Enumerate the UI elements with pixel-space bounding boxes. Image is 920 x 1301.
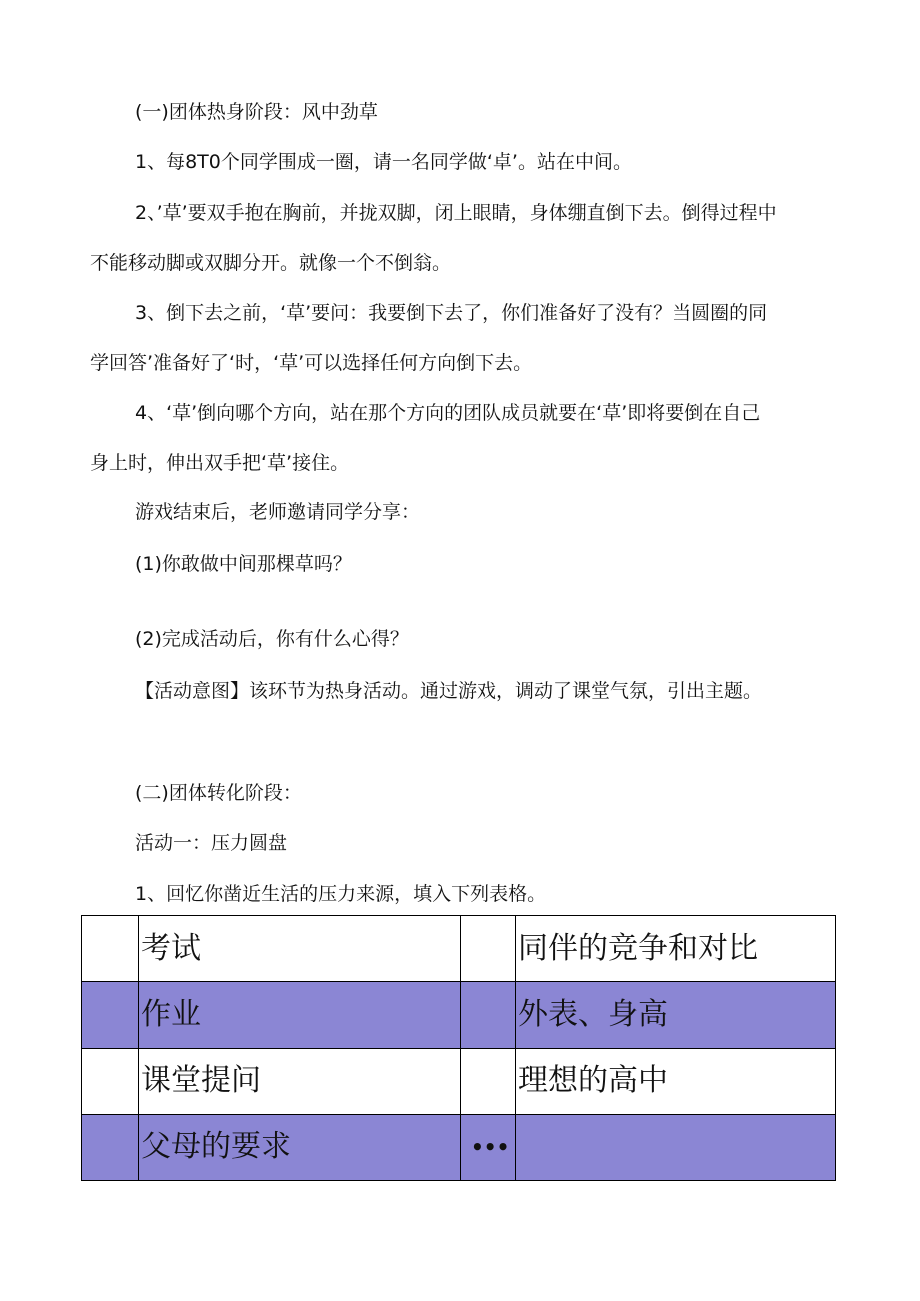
stress-item-right: 同伴的竞争和对比 xyxy=(516,916,836,982)
stress-item-right: 外表、身高 xyxy=(516,982,836,1048)
step-3-text-line-1: 3、倒下去之前，‘草’要问：我要倒下去了，你们准备好了没有？当圆圈的同 xyxy=(135,302,768,324)
step-4-text-line-2: 身上时，伸出双手把‘草’接住。 xyxy=(90,452,350,474)
section-one-heading: (一)团体热身阶段：风中劲草 xyxy=(135,101,378,123)
table-row xyxy=(82,916,836,982)
question-2-text: (2)完成活动后，你有什么心得？ xyxy=(135,628,409,650)
ellipsis-marker: ••• xyxy=(461,1114,516,1180)
stress-item-left: 父母的要求 xyxy=(139,1114,461,1180)
section-two-heading: (二)团体转化阶段： xyxy=(135,782,302,804)
table-row xyxy=(82,982,836,1048)
row-marker-cell xyxy=(461,1048,516,1114)
step-4-text-line-1: 4、‘草’倒向哪个方向，站在那个方向的团队成员就要在‘草’即将要倒在自己 xyxy=(135,402,761,424)
row-spacer-cell xyxy=(82,982,139,1048)
row-spacer-cell xyxy=(82,916,139,982)
activity-intent-text: 【活动意图】该环节为热身活动。通过游戏，调动了课堂气氛，引出主题。 xyxy=(135,680,763,702)
table-instruction-text: 1、回忆你凿近生活的压力来源，填入下列表格。 xyxy=(135,883,547,905)
row-spacer-cell xyxy=(82,1114,139,1180)
step-1-text: 1、每8T0个同学围成一圈，请一名同学做‘卓’。站在中间。 xyxy=(135,151,632,173)
stress-item-left: 作业 xyxy=(139,982,461,1048)
stress-item-left: 考试 xyxy=(139,916,461,982)
step-2-text-line-2: 不能移动脚或双脚分开。就像一个不倒翁。 xyxy=(90,252,452,274)
table-row xyxy=(82,1114,836,1180)
row-spacer-cell xyxy=(82,1048,139,1114)
row-marker-cell xyxy=(461,916,516,982)
stress-item-right: 理想的高中 xyxy=(516,1048,836,1114)
row-marker-cell xyxy=(461,982,516,1048)
question-1-text: (1)你敢做中间那棵草吗？ xyxy=(135,553,352,575)
step-2-text-line-1: 2、’草’要双手抱在胸前，并拢双脚，闭上眼睛，身体绷直倒下去。倒得过程中 xyxy=(135,202,777,224)
stress-source-table xyxy=(81,915,836,1181)
stress-item-right xyxy=(516,1114,836,1180)
after-game-text: 游戏结束后，老师邀请同学分享： xyxy=(135,501,421,523)
stress-item-left: 课堂提问 xyxy=(139,1048,461,1114)
table-row xyxy=(82,1048,836,1114)
step-3-text-line-2: 学回答’准备好了‘时，‘草’可以选择任何方向倒下去。 xyxy=(90,352,533,374)
activity-one-title: 活动一：压力圆盘 xyxy=(135,832,288,854)
